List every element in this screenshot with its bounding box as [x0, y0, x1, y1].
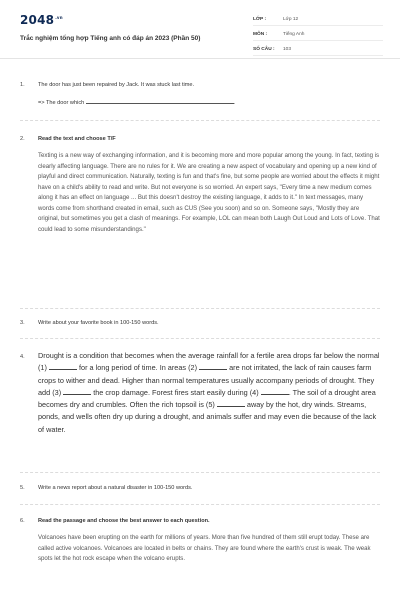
- meta-value: 103: [283, 47, 292, 52]
- divider: [20, 338, 380, 339]
- question-number: 5.: [20, 485, 25, 491]
- question-title: Read the text and choose T/F: [38, 136, 116, 142]
- question-4: [20, 350, 380, 436]
- reading-passage: Texting is a new way of exchanging information, and it is becoming more and more popular among the young. In fact, texting is clearly affecting language. There are no rules for it. We are creating a new aspect of vocabulary and opening up a new kind of playful and direct communication. Naturally, texting is fun and that's fine, but some people are worried about the effects it might have on a child's ability to read and write. But not everyone is so worried. An expert says, "Every time a new medium comes along it has an effect on language ... But this doesn't destroy the existing language, it adds to it." In text messages, many words come from shorthand created in email, such as CUS (See you soon) and so on. Someone says, "Mostly they are original, but sometimes you get a clash of meanings. For example, LOL can mean both Laugh Out Loud and Lots of Love. That could lead to some misunderstandings.": [38, 152, 380, 233]
- blank-4[interactable]: [261, 387, 289, 395]
- meta-value: Tiếng Anh: [283, 32, 305, 37]
- divider: [20, 308, 380, 309]
- meta-label: LỚP :: [253, 17, 267, 22]
- passage-segment: the crop damage. Forest fires start easily during (4): [93, 387, 259, 397]
- question-number: 1.: [20, 82, 25, 88]
- document-title: Trắc nghiệm tổng hợp Tiếng anh có đáp án 2023 (Phần 50): [20, 35, 201, 42]
- divider: [20, 120, 380, 121]
- cloze-passage: [38, 350, 380, 436]
- rewrite-line: [38, 97, 380, 108]
- rewrite-prefix: => The door which: [38, 100, 85, 106]
- question-6: [20, 516, 380, 565]
- question-text: The door has just been repaired by Jack. It was stuck last time.: [38, 82, 195, 88]
- meta-row-class: [253, 14, 383, 26]
- question-3: [20, 318, 380, 328]
- blank-3[interactable]: [63, 387, 91, 395]
- blank-1[interactable]: [49, 362, 77, 370]
- reading-passage: Volcanoes have been erupting on the earth for millions of years. More than five hundred of them still erupt today. These are called active volcanoes. Volcanoes are located in belts or chains. They are found where the earth's crust is weak. The weak spots let the hot rock escape when the volcano erupts.: [38, 534, 371, 562]
- meta-value: Lớp 12: [283, 17, 299, 22]
- logo-suffix: .vn: [55, 15, 63, 20]
- question-number: 2.: [20, 136, 25, 142]
- meta-label: MÔN :: [253, 32, 268, 37]
- passage-segment: Drought is a condition that becomes when the average rainfall for a fertile area drops far below the normal (1): [38, 351, 380, 373]
- blank-2[interactable]: [199, 362, 227, 370]
- passage-segment: away by the hot, dry winds. Streams, ponds, and wells often dry up during a drought, and animals suffer and may even die because of the lack of water.: [38, 400, 377, 434]
- meta-row-count: [253, 44, 383, 56]
- page-header: [0, 0, 400, 59]
- blank-5[interactable]: [217, 399, 245, 407]
- question-text: Write a news report about a natural disaster in 100-150 words.: [38, 485, 193, 491]
- question-number: 4.: [20, 354, 25, 360]
- meta-table: [253, 14, 383, 59]
- divider: [20, 472, 380, 473]
- logo-text: 2048: [20, 13, 55, 27]
- question-2: [20, 134, 380, 235]
- question-number: 3.: [20, 320, 25, 326]
- answer-blank[interactable]: [86, 97, 234, 104]
- rewrite-suffix: .: [233, 100, 236, 106]
- site-logo[interactable]: [20, 13, 63, 27]
- question-title: Read the passage and choose the best answer to each question.: [38, 518, 210, 524]
- question-1: [20, 80, 380, 108]
- meta-label: SỐ CÂU :: [253, 47, 275, 52]
- divider: [20, 504, 380, 505]
- question-5: [20, 483, 380, 493]
- question-text: Write about your favorite book in 100-150 words.: [38, 320, 159, 326]
- question-number: 6.: [20, 518, 25, 524]
- passage-segment: for a long period of time. In areas (2): [78, 363, 198, 373]
- passage-segment: . The soil of a drought area becomes dry and crumbles. Often the rich topsoil is (5): [38, 387, 376, 410]
- meta-row-subject: [253, 29, 383, 41]
- passage-segment: are not irritated, the lack of rain causes farm crops to wither and dead. Higher than normal temperatures usually accompany periods of drought. They add (3): [38, 363, 375, 397]
